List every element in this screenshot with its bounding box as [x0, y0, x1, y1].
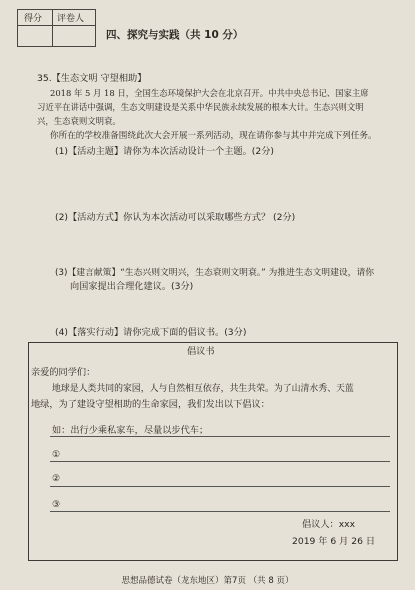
proposal-box — [28, 342, 398, 561]
proposal-signer: 倡议人：xxx — [302, 519, 356, 530]
example-underline — [50, 436, 390, 437]
intro-line-3: 兴，生态衰则文明衰。 — [37, 116, 121, 126]
item-2-marker: ② — [52, 473, 61, 484]
question-header: 35.【生态文明 守望相助】 — [37, 73, 147, 84]
item-1-marker: ① — [52, 449, 61, 460]
proposal-title: 倡议书 — [187, 346, 215, 357]
intro-line-2: 习近平在讲话中强调，生态文明建设是关系中华民族永续发展的根本大计。生态兴则文明 — [37, 102, 364, 112]
score-table — [17, 9, 96, 47]
question-3-line-2: 向国家提出合理化建议。(3分) — [70, 281, 194, 292]
question-3-line-1: (3)【建言献策】“生态兴则文明兴，生态衰则文明衰。” 为推进生态文明建设，请你 — [55, 268, 375, 278]
grader-label: 评卷人 — [57, 14, 85, 24]
proposal-body-line-2: 地绿，为了建设守望相助的生命家园，我们发出以下倡议： — [31, 399, 270, 410]
question-4: (4)【落实行动】请你完成下面的倡议书。(3分) — [55, 327, 247, 338]
section-title: 四、探究与实践（共 10 分） — [106, 29, 244, 41]
question-1: (1)【活动主题】请你为本次活动设计一个主题。(2分) — [55, 146, 274, 157]
question-2: (2)【活动方式】你认为本次活动可以采取哪些方式？ (2分) — [55, 212, 296, 223]
intro-line-1: 2018 年 5 月 18 日，全国生态环境保护大会在北京召开。中共中央总书记、国家主席 — [50, 88, 369, 98]
proposal-body-line-1: 地球是人类共同的家园，人与自然相互依存，共生共荣。为了山清水秀、天蓝 — [52, 384, 354, 394]
proposal-greeting: 亲爱的同学们： — [31, 367, 96, 378]
proposal-date: 2019 年 6 月 26 日 — [292, 536, 376, 547]
item-3-answer-line[interactable] — [50, 511, 390, 512]
item-2-answer-line[interactable] — [50, 486, 390, 487]
item-1-answer-line[interactable] — [50, 461, 390, 462]
score-label: 得分 — [24, 14, 43, 24]
page-footer: 思想品德试卷（龙东地区）第7页 （共 8 页） — [121, 576, 294, 586]
item-3-marker: ③ — [52, 499, 61, 510]
intro-line-4: 你所在的学校准备围绕此次大会开展一系列活动，现在请你参与其中并完成下列任务。 — [50, 131, 377, 141]
proposal-example: 如：出行少乘私家车，尽量以步代车； — [52, 425, 209, 436]
